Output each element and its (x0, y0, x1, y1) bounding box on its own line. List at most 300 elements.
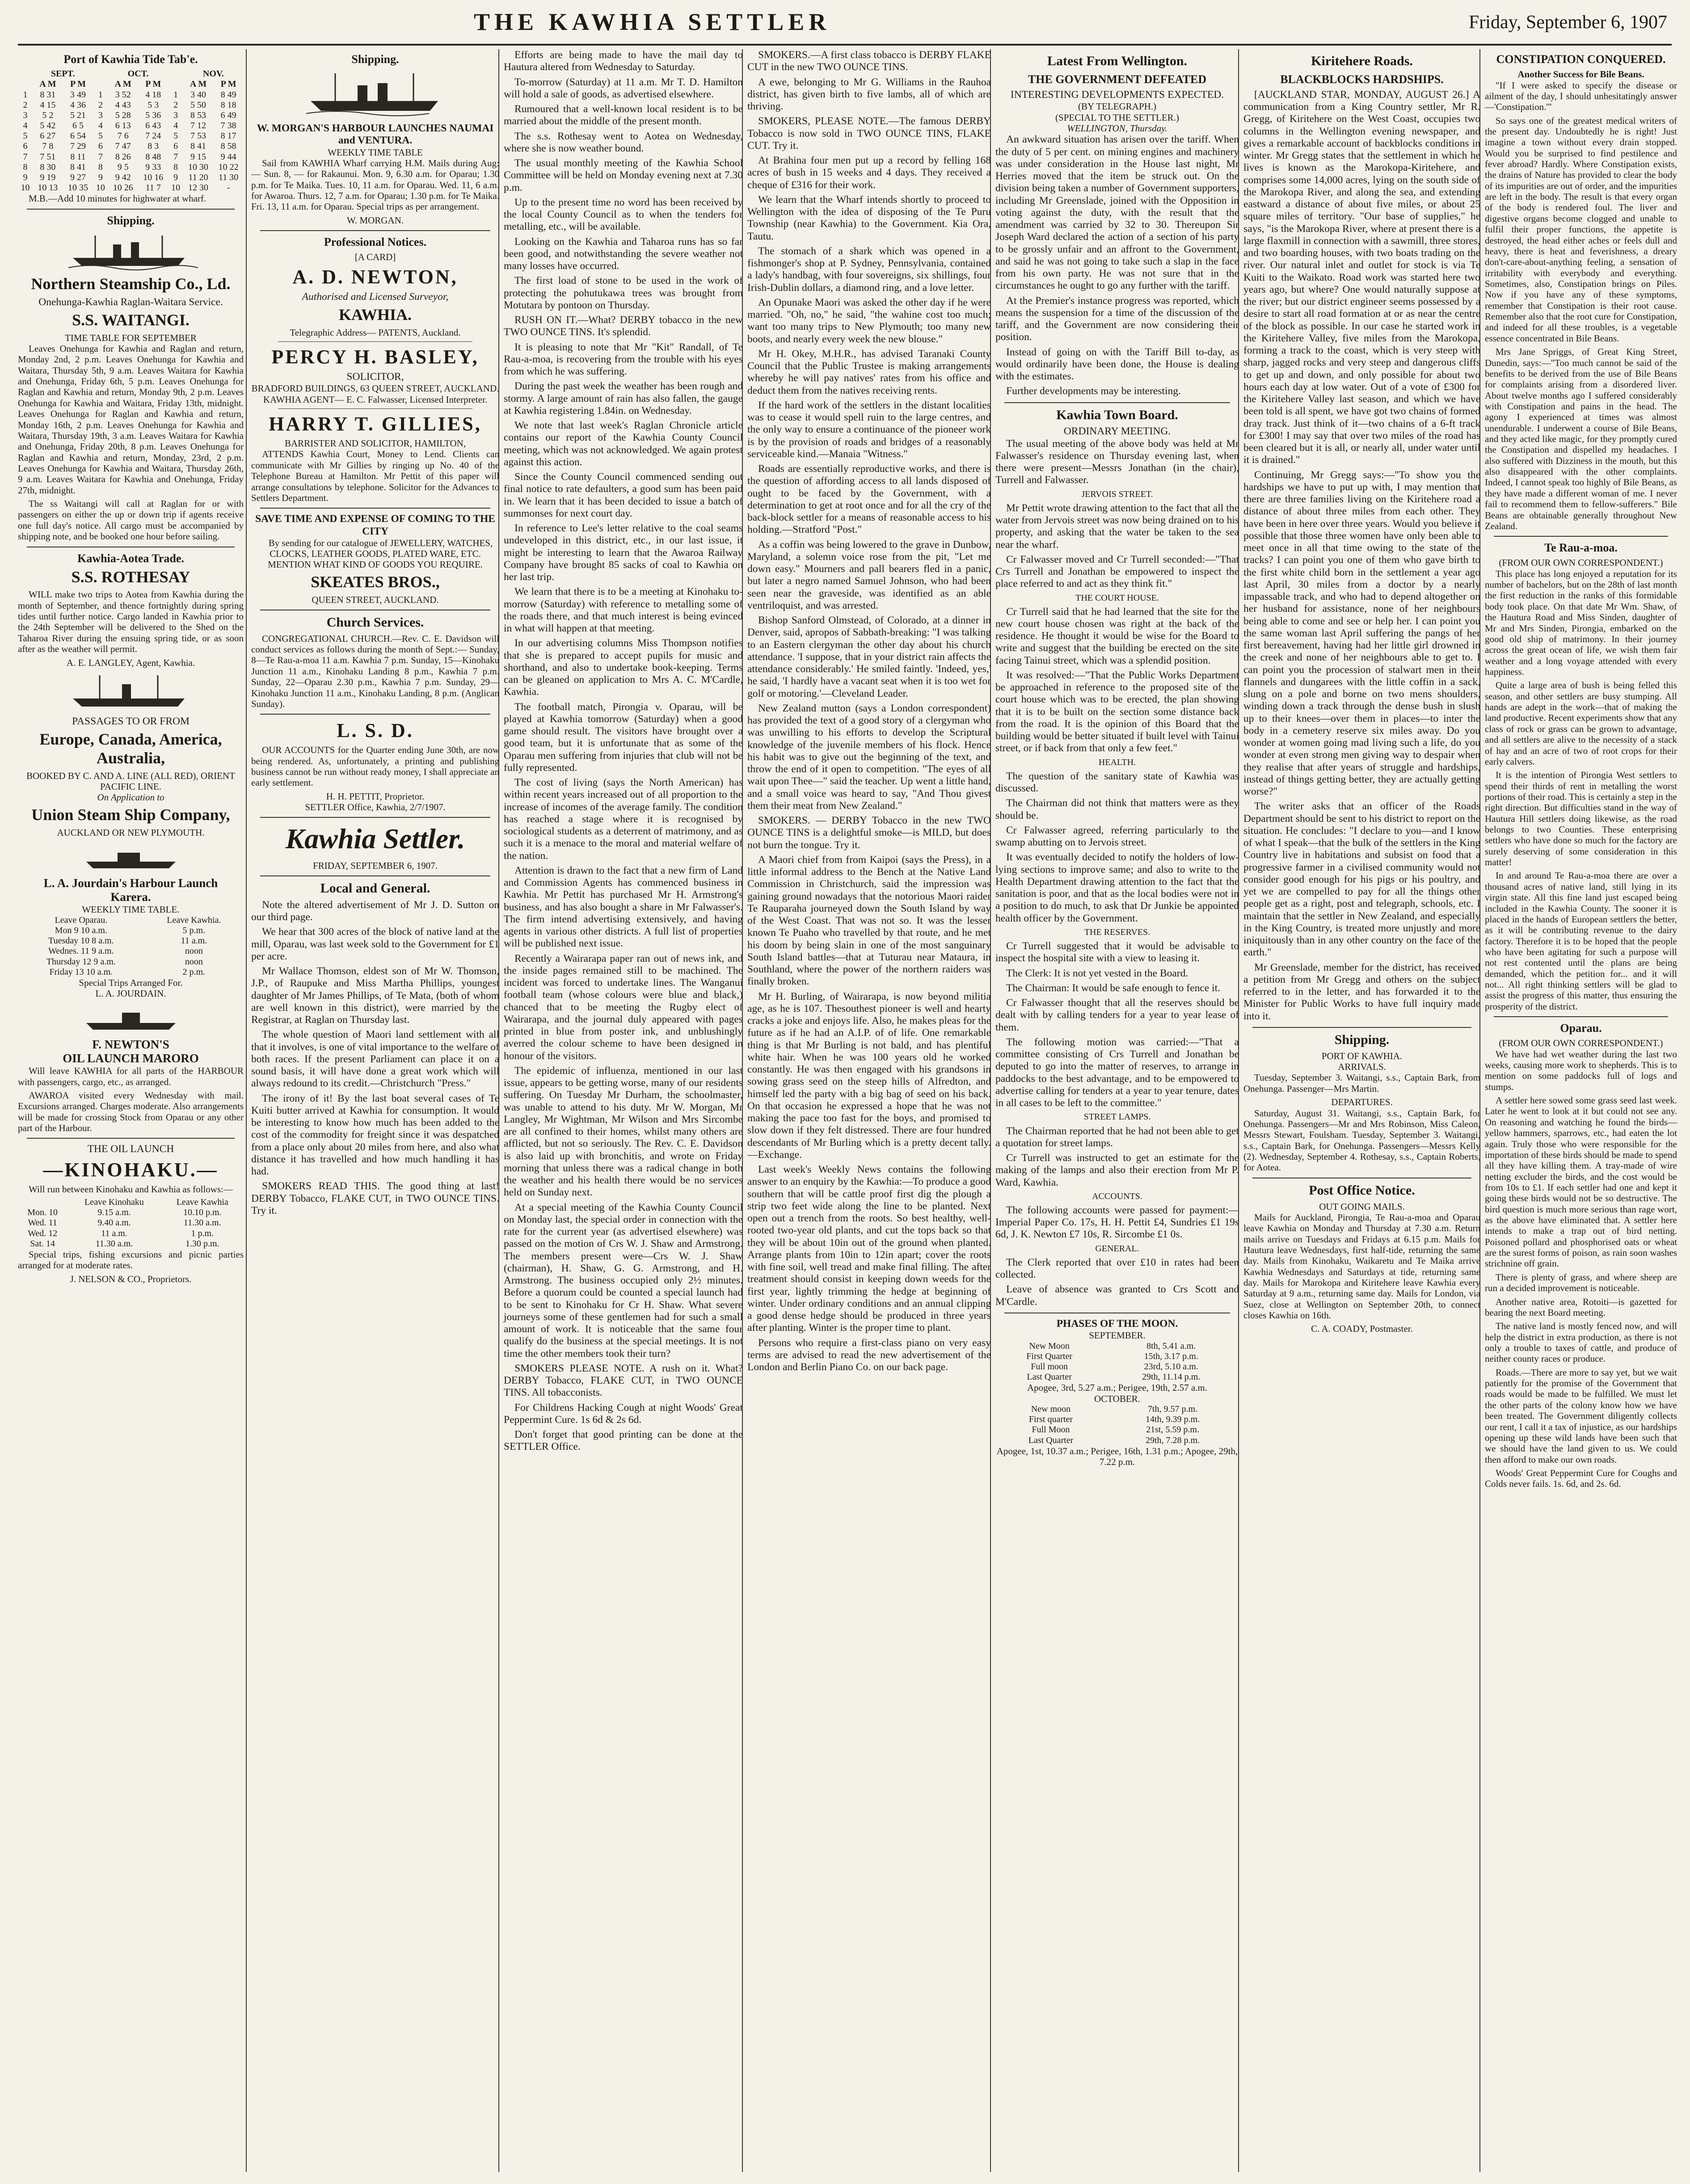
town-board-paragraph: Cr Falwasser thought that all the reserves should be dealt with by calling tenders for a year to year lease of them. (995, 997, 1239, 1033)
jourdain-note: Special Trips Arranged For. (79, 977, 183, 988)
tide-row-cell: 9 (173, 173, 178, 183)
tide-row-cell: 3 49 (70, 89, 86, 100)
professional-notices-heading: Professional Notices. (324, 236, 427, 249)
rothesay-signature: A. E. LANGLEY, Agent, Kawhia. (66, 657, 195, 668)
town-board-paragraph: Mr Pettit wrote drawing attention to the fact that all the water from Jervois street was now being drained on to his property, and asking that the water be taken to the sea near the wharf. (995, 502, 1239, 551)
tide-row-cell: 12 30 (188, 183, 208, 193)
tide-row-cell: 8 53 (190, 110, 206, 120)
card-label: [A CARD] (354, 252, 396, 263)
news-paragraph: At a special meeting of the Kawhia County Council on Monday last, the special order in connection with the rate for the current year (as advertised elsewhere) was passed on the motion of Crs W. J. Shaw and Armstrong. The members present were—Crs W. J. Shaw (chairman), H. Shaw, G. G. Armstrong, and H. Armstrong. The business occupied only 2½ minutes. Before a quorum could be counted a special launch had to be sent to Kinohaku for Cr H. Shaw. What severe journeys some of these gentlemen had for such a small amount of work. It is noticeable that the same four qualify do the business at the special meetings. It is not time the other members took their turn? (504, 1201, 743, 1359)
tide-row (18, 110, 244, 121)
te-rau-a-moa-byline: (FROM OUR OWN CORRESPONDENT.) (1499, 557, 1663, 568)
moon-september-table (995, 1341, 1239, 1383)
kinohaku-timetable (18, 1197, 244, 1249)
skeates-name: SKEATES BROS., (311, 572, 440, 591)
tide-row-cell: 8 49 (220, 89, 236, 100)
tide-row-cell: 4 43 (115, 100, 131, 110)
moon-row (995, 1414, 1239, 1425)
town-board-paragraph: The following motion was carried:—"That a committee consisting of Crs Turrell and Jonathan be deputed to go into the matter of reserves, to arrange in paddocks to the best advantage, and to be empowered to advertise calling for tenders at a year to year tenure, dates in all cases to be left to the committee." (995, 1036, 1239, 1109)
bile-beans-paragraph: "If I were asked to specify the disease or ailment of the day, I should unhesitatingly answer—'Constipation.'" (1485, 80, 1677, 113)
tide-col-am: A M (114, 79, 131, 89)
post-office-signature: C. A. COADY, Postmaster. (1311, 1323, 1413, 1334)
te-rau-a-moa-paragraph: Quite a large area of bush is being felled this season, and other settlers are busy stumping. All hands are adept in the work—that of making the land productive. Recent experiments show that any class of rock or grass can be grown to advantage, and all settlers are alive to the necessity of a stack of hay and an acre of two of root crops for their early calvers. (1485, 680, 1677, 767)
column-5 (990, 49, 1239, 2172)
tide-row-cell: 7 (23, 151, 28, 162)
newton-launch-heading: F. NEWTON'S (92, 1037, 169, 1051)
moon-row (995, 1341, 1239, 1351)
bile-beans-paragraph: So says one of the greatest medical writers of the present day. Undoubtedly he is right! Just imagine a town without every drain stopped. Would you be surprised to find pestilence and fever abroad? Hardly. Where Constipation exists, the drains of Nature has provided to clear the body of its impurities are out of order, and the impurities are left in the body. The result is that every organ of the body is rendered foul. The liver and digestive organs become clogged and unable to fulfil their proper functions, the appetite is destroyed, the head either aches or feels dull and heavy, there is heat and feverishness, a dreary don't-care-about-anything feeling, a sensation of irritability with everybody and everything. Sometimes, also, Constipation brings on Piles. Now if you have any of these symptoms, remember that Constipation is their root cause. Remember also that the root cure for Constipation, and indeed for all these troubles, is a vegetable essence concentrated in Bile Beans. (1485, 115, 1677, 344)
news-paragraph: We learn that there is to be a meeting at Kinohaku to-morrow (Saturday) with reference to metalling some of the roads there, and that much interest is being evinced in what will happen at that meeting. (504, 586, 743, 634)
news-paragraph: The usual monthly meeting of the Kawhia School Committee will be held on Monday evening next at 7.30 p.m. (504, 157, 743, 194)
wellington-paragraph: At the Premier's instance progress was reported, which means the suspension for a time of the discussion of the tariff, and the Government are now considering their position. (995, 295, 1239, 343)
tide-row-cell: 7 12 (190, 121, 206, 131)
jourdain-row-cell: Friday 13 10 a.m. (49, 967, 113, 977)
newton-place: KAWHIA. (338, 305, 412, 324)
oparau-paragraph: Another native area, Rotoiti—is gazetted for bearing the next Board meeting. (1485, 1296, 1677, 1318)
kinohaku-row-cell: Leave Kawhia (176, 1197, 228, 1208)
newton-launch-name: OIL LAUNCH MARORO (63, 1052, 199, 1065)
moon-october: OCTOBER. (1094, 1393, 1140, 1404)
steamship-icon (64, 672, 198, 712)
union-company: Union Steam Ship Company, (31, 805, 230, 824)
column-2 (246, 49, 499, 2172)
town-board-paragraph: The Chairman did not think that matters were as they should be. (995, 797, 1239, 821)
jourdain-row-cell: noon (185, 946, 203, 956)
jourdain-row (18, 946, 244, 956)
steamship-icon (64, 231, 198, 271)
news-paragraph: The cost of living (says the North American) has within recent years increased out of all proportion to the increase of incomes of the average family. The condition has reached a stage where it is recognised by sociological students as a deterrent of matrimony, and as such it is a menace to the moral and material welfare of the nation. (504, 777, 743, 862)
news-paragraph: Persons who require a first-class piano on very easy terms are advised to read the new advertisement of the London and Berlin Piano Co. on our back page. (747, 1337, 991, 1373)
jourdain-row-cell: Thursday 12 9 a.m. (46, 956, 116, 967)
jourdain-row (18, 926, 244, 936)
kinohaku-row-cell: 11.30 a.m. (183, 1218, 221, 1228)
kinohaku-row (18, 1197, 244, 1208)
tide-row-cell: 4 15 (40, 100, 56, 110)
tide-row-cell: 8 30 (40, 162, 56, 172)
news-paragraph: Up to the present time no word has been received by the local County Council as to when the tenders for metalling, etc., will be available. (504, 196, 743, 233)
local-item: Note the altered advertisement of Mr J. D. Sutton on our third page. (251, 899, 499, 923)
kiritehere-paragraph: The writer asks that an officer of the Roads Department should be sent to his district to report on the situation. He concludes: "I declare to you—and I know of what I speak—that the bulk of the settlers in the King Country live in habitations and subsist on food that a progressive farmer in a civilised community would not consider good enough for his pigs or his poultry, and yet we are compelled to pay for all the things other people get as a right, post and telegraph, schools, etc. I maintain that the settler in New Zealand, and especially in the King Country, is treated more unjustly and more iniquitously than in any other country on the face of the earth." (1243, 800, 1480, 959)
town-board-paragraph: The question of the sanitary state of Kawhia was discussed. (995, 770, 1239, 795)
news-paragraph: RUSH ON IT.—What? DERBY tobacco in the new TWO OUNCE TINS. It's splendid. (504, 314, 743, 338)
tide-row (18, 152, 244, 162)
tide-row-cell: 3 (98, 110, 103, 120)
newton-name: A. D. NEWTON, (292, 265, 458, 288)
moon-row-cell: 14th, 9.39 p.m. (1145, 1414, 1200, 1425)
te-rau-a-moa-paragraph: It is the intention of Pirongia West settlers to spend their thirds of rent in metalling the worst portions of their road. This is certainly a step in the right direction. But difficulties stand in the way of Hautura Hill settlers doing likewise, as the road belongs to two Counties. These enterprising settlers who have done so much for the factory are surely deserving of some consideration in this matter! (1485, 770, 1677, 868)
port-of-kawhia: PORT OF KAWHIA. (1321, 1050, 1403, 1061)
tide-row-cell: 8 (173, 162, 178, 172)
tide-row-cell: 5 3 (148, 100, 159, 110)
news-paragraph: New Zealand mutton (says a London correspondent) has provided the text of a good story of a clergyman who was unwilling to his efforts to develop the Scriptural knowledge of the juvenile members of his flock. Hence his habit was to give out the beginning of the text, and throw the end of it open to competition. "The eyes of all wait upon Thee—" said the teacher. Up went a little hand, and a small voice was heard to say, "And Thou givest them their meat from New Zealand." (747, 702, 991, 812)
news-paragraph: If the hard work of the settlers in the distant localities was to cease it would spell ruin to the large centres, and the only way to ensure a continuance of the pioneer work is by the provision of roads and bridges of a reasonably serviceable kind.—Manaia "Witness." (747, 399, 991, 460)
moon-row (995, 1372, 1239, 1382)
tide-row-cell: 7 51 (40, 151, 56, 162)
tide-row (18, 121, 244, 131)
kinohaku-heading: THE OIL LAUNCH (87, 1143, 174, 1155)
newspaper-title: THE KAWHIA SETTLER (474, 8, 831, 35)
telegraph-byline: (BY TELEGRAPH.) (1078, 101, 1156, 112)
tide-row-cell: 6 (23, 141, 28, 151)
kinohaku-signature: J. NELSON & CO., Proprietors. (70, 1273, 192, 1284)
skeates-address: QUEEN STREET, AUCKLAND. (312, 594, 439, 605)
town-board-paragraph: The Chairman: It would be safe enough to fence it. (1006, 982, 1220, 994)
moon-row-cell: First Quarter (1026, 1351, 1073, 1361)
wellington-paragraph: Instead of going on with the Tariff Bill to-day, as would ordinarily have been done, the House is dealing with the estimates. (995, 346, 1239, 383)
news-paragraph: Rumoured that a well-known local resident is to be married about the middle of the present month. (504, 103, 743, 127)
news-paragraph: SMOKERS.—A first class tobacco is DERBY FLAKE CUT in the new TWO OUNCE TINS. (747, 49, 991, 73)
tide-row-cell: 9 19 (40, 173, 56, 183)
tide-col-am: A M (39, 79, 56, 89)
tide-row-cell: 3 (23, 110, 28, 120)
tide-row (18, 141, 244, 151)
town-board-paragraph: The Chairman reported that he had not been able to get a quotation for street lamps. (995, 1125, 1239, 1149)
moon-row-cell: Full Moon (1032, 1425, 1070, 1435)
tide-row-cell: 6 13 (115, 121, 131, 131)
kinohaku-row-cell: Wed. 12 (28, 1228, 58, 1238)
newton-title: Authorised and Licensed Surveyor, (302, 290, 449, 303)
moon-row-cell: 7th, 9.57 p.m. (1147, 1404, 1198, 1414)
news-paragraph: Attention is drawn to the fact that a new firm of Land and Commission Agents has commenced business in Kawhia. Mr Pettit has purchased Mr H. Armstrong's business, and has also bought a share in Mr Falwasser's. The firm intend advertising extensively, and having agents in various other districts. A full list of properties will be published next issue. (504, 864, 743, 950)
tide-row-cell: 2 (173, 100, 178, 110)
bile-beans-subheading: Another Success for Bile Beans. (1517, 69, 1644, 80)
tide-row-cell: 7 (98, 151, 103, 162)
jourdain-row-cell: Tuesday 10 8 a.m. (48, 936, 114, 946)
kinohaku-title: —KINOHAKU.— (43, 1158, 219, 1181)
local-item: The irony of it! By the last boat several cases of Te Kuiti butter arrived at Kawhia for consumption. It would be interesting to know how much has been added to the cost of the commodity for freight since it was despatched from a place only about 20 miles from here, and also what distance it has travelled and how much handling it has had. (251, 1092, 499, 1178)
moon-september-note: Apogee, 3rd, 5.27 a.m.; Perigee, 19th, 2.57 a.m. (1027, 1382, 1207, 1393)
news-paragraph: In reference to Lee's letter relative to the coal seams undeveloped in this district, etc., in our last issue, it might be interesting to learn that the Awaroa Railway Company have brought 85 sacks of coal to Kawhia on her last trip. (504, 522, 743, 583)
moon-row-cell: 15th, 3.17 p.m. (1144, 1351, 1198, 1361)
morgan-signature: W. MORGAN. (347, 215, 404, 226)
oparau-paragraph: The native land is mostly fenced now, and will help the district in extra production, as there is not only a trouble to taxes of cattle, and produce of neither county races or produce. (1485, 1321, 1677, 1364)
column-3 (498, 49, 743, 2172)
tide-row-cell: 9 44 (220, 151, 236, 162)
oparau-paragraph: There is plenty of grass, and where sheep are run a decided improvement is noticeable. (1485, 1271, 1677, 1294)
tide-row-cell: 10 13 (38, 183, 58, 193)
ns-service: Onehunga-Kawhia Raglan-Waitara Service. (38, 296, 223, 308)
town-board-paragraph: STREET LAMPS. (1083, 1112, 1151, 1122)
post-office-text: Mails for Auckland, Pirongia, Te Rau-a-moa and Oparau leave Kawhia on Monday and Thursday at 7.30 a.m. Return mails arrive on Tuesdays and Fridays at 6.15 p.m. Mails for Hautura leave Wednesdays, first half-tide, returning the same day. Mails from Kinohaku, Waikaretu and Te Maika arrive Kawhia Wednesdays and Saturdays at tide, returning same day. Mails for Marokopa and Kiritehere leave Kawhia every Saturday at 9 a.m., returning same day. Mails for London, via Suez, close at Wellington on September 20th, to connect closes Kawhia on 16th. (1243, 1212, 1480, 1321)
tide-row-cell: 9 42 (115, 173, 131, 183)
tide-month-nov: NOV. (202, 69, 224, 79)
tide-row-cell: 1 (173, 89, 178, 100)
jourdain-row-cell: 5 p.m. (182, 926, 206, 936)
oparau-heading: Oparau. (1560, 1022, 1602, 1035)
kinohaku-row-cell: Mon. 10 (27, 1208, 58, 1218)
gillies-text: ATTENDS Kawhia Court, Money to Lend. Clients can communicate with Mr Gillies by ringing up No. 40 of the Telephone Bureau at Hamilton. Mr Pettit of this paper will arrange consultations by telephone. Solicitor for the Advances to Settlers Department. (251, 449, 499, 503)
town-board-paragraph: The Clerk reported that over £10 in rates had been collected. (995, 1256, 1239, 1281)
jourdain-row-cell: Mon 9 10 a.m. (55, 926, 107, 936)
tide-table-title: Port of Kawhia Tide Tab'e. (63, 53, 198, 66)
morgan-timetable: Sail from KAWHIA Wharf carrying H.M. Mails during Aug:— Sun. 8, — for Rakaunui. Mon. 9, 6.30 a.m. for Oparau; 1.30 p.m. for Te Maika. Tues. 10, 11 a.m. for Oparau. Wed. 11, 6 a.m. for Awaroa. Thurs. 12, 7 a.m. for Oparau; 1.30 p.m. for Te Maika. Fri. 13, 11 a.m. for Oparau. Special trips as per arrangement. (251, 158, 499, 212)
tide-row-cell: 6 (98, 141, 103, 151)
local-item: We hear that 300 acres of the block of native land at the mill, Oparau, was last week sold to the Government for £1 per acre. (251, 926, 499, 962)
basley-address: BRADFORD BUILDINGS, 63 QUEEN STREET, AUCKLAND. (251, 383, 499, 394)
town-board-paragraph: Leave of absence was granted to Crs Scott and M'Cardle. (995, 1283, 1239, 1308)
news-paragraph: Last week's Weekly News contains the following answer to an enquiry by the Kawhia:—To produce a good southern that will be cattle proof first dig the plough a strip two feet wide along the line to be planted. Next open out a trench from the roots. So best healthy, well-rooted two-year old plants, and cut the tops back so that they will be about 10in out of the ground when planted. Arrange plants from 10in to 12in apart; cover the roots with fine soil, well tread and make final filling. The after treatment should consist in keeping down weeds for the first year, lightly trimming the hedge at beginning of winter. Under ordinary conditions and an annual clipping a good dense hedge should be produced in three years after planting. Winter is the proper time to plant. (747, 1164, 991, 1334)
town-board-paragraph: Cr Turrell suggested that it would be advisable to inspect the hospital site with a view to leasing it. (995, 940, 1239, 964)
kinohaku-row (18, 1239, 244, 1249)
steamship-icon (304, 70, 447, 119)
tide-row-cell: 8 26 (115, 151, 131, 162)
news-paragraph: Looking on the Kawhia and Taharoa runs has so far been good, and notwithstanding the severe weather not many losses have occurred. (504, 236, 743, 272)
tide-row-cell: 9 (23, 173, 28, 183)
news-paragraph: At Brahina four men put up a record by felling 168 acres of bush in 15 weeks and 4 days. They received a cheque of £316 for their work. (747, 155, 991, 191)
post-office-subheading: OUT GOING MAILS. (1319, 1201, 1405, 1212)
news-paragraph: The first load of stone to be used in the work of protecting the pohutukawa trees was brought from Motutara by pontoon on Thursday. (504, 275, 743, 311)
tide-col-pm: P M (145, 79, 161, 89)
tide-row-cell: 5 36 (145, 110, 161, 120)
kinohaku-row (18, 1218, 244, 1228)
aotea-trade-heading: Kawhia-Aotea Trade. (77, 551, 184, 565)
tide-row-cell: 11 7 (145, 183, 161, 193)
tide-row-cell: 6 (173, 141, 178, 151)
news-paragraph: Don't forget that good printing can be done at the SETTLER Office. (504, 1429, 743, 1453)
departures-text: Saturday, August 31. Waitangi, s.s., Captain Bark, for Onehunga. Passengers—Mr and Mrs Robinson, Miss Caleon, Messrs Stewart, Foulsham. Tuesday, September 3. Waitangi, s.s., Captain Bark, for Onehunga. Passengers—Messrs Kelly (2). Wednesday, September 4. Rothesay, s.s., Captain Roberts, for Aotea. (1243, 1107, 1480, 1173)
tide-row-cell: 3 52 (115, 89, 131, 100)
moon-row-cell: New Moon (1029, 1341, 1070, 1351)
column-1 (18, 49, 244, 2172)
newton-telegraphic: Telegraphic Address— PATENTS, Auckland. (290, 327, 461, 338)
newton-launch-text: Will leave KAWHIA for all parts of the HARBOUR with passengers, cargo, etc., as arranged. (18, 1065, 244, 1087)
town-board-paragraph: It was resolved:—"That the Public Works Department be approached in reference to the proposed site of the court house which was to be erected, the plan showing that it is to be built on the section some distance back from the road. It is the opinion of this Board that the building would be better situated if built level with Tainui street, or if back from that only a few feet." (995, 669, 1239, 754)
post-office-heading: Post Office Notice. (1309, 1182, 1415, 1198)
tide-row-cell: 8 17 (220, 131, 236, 141)
tide-row-cell: 10 35 (68, 183, 88, 193)
kinohaku-row-cell: 11.30 a.m. (95, 1238, 133, 1249)
news-paragraph: We learn that the Wharf intends shortly to proceed to Wellington with the idea of disposing of the Te Puru Township (near Kawhia) to the Government. Kia Ora, Tautu. (747, 194, 991, 242)
te-rau-a-moa-heading: Te Rau-a-moa. (1544, 541, 1618, 555)
jourdain-row-cell: Wednes. 11 9 a.m. (48, 946, 114, 956)
tide-col-am: A M (190, 79, 207, 89)
tide-note: M.B.—Add 10 minutes for highwater at wharf. (29, 193, 207, 204)
column-6 (1238, 49, 1480, 2172)
town-board-paragraph: Cr Turrell said that he had learned that the site for the new court house chosen was right at the back of the residence. He thought it would be wise for the Board to write and suggest that the building be erected on the site facing Tainui street, which was a splendid position. (995, 606, 1239, 666)
lsd-signature: H. H. PETTIT, Proprietor. (326, 791, 425, 802)
jourdain-boat: Karera. (110, 890, 151, 904)
jourdain-launch: L. A. Jourdain's Harbour Launch (43, 876, 218, 890)
news-paragraph: As a coffin was being lowered to the grave in Dunbow, Maryland, a solemn voice rose from the pit, "Let me down easy." Mourners and pall bearers fled in a panic, but later a negro named Samuel Johnson, who had been seen near the graveside, was identified as an able ventriloquist, and was arrested. (747, 539, 991, 611)
tide-row-cell: 5 (23, 131, 28, 141)
moon-row (995, 1351, 1239, 1362)
tide-row-cell: 8 48 (145, 151, 161, 162)
news-paragraph: Mr H. Burling, of Wairarapa, is now beyond militia age, as he is 107. Thesouthest pioneer is well and hearty cracks a joke and enjoys life. Also, he makes pleas for the future as if he had an A.I.P. of of life. One remarkable thing is that Mr Burling is not bald, and has plentiful white hair. When he was 100 years old he worked constantly. He was then engaged with his grandsons in sowing grass seed on the steep hills of Alfredton, and himself led the party with a big bag of seed on his back. On that occasion he expressed a hope that he was not making the pace too fast for the boys, and promised to slow down if they felt distressed. There are four hundred descendants of Mr Burling which is a pretty decent tally.—Exchange. (747, 990, 991, 1161)
town-board-paragraph: It was eventually decided to notify the holders of low-lying sections to improve same; and also to write to the Health Department drawing attention to the fact that the sanitation is poor, and that as the local bodies were not in a position to do much, to ask that Dr Junkie be appointed health officer by the Government. (995, 851, 1239, 924)
jourdain-row-cell: Leave Kawhia. (167, 915, 221, 925)
news-paragraph: The s.s. Rothesay went to Aotea on Wednesday, where she is now weather bound. (504, 130, 743, 154)
moon-phases-heading: PHASES OF THE MOON. (1056, 1317, 1178, 1330)
te-rau-a-moa-paragraph: This place has long enjoyed a reputation for its number of bachelors, but on the 28th of last month the first reduction in the ranks of this formidable body took place. On that date Mr Wm. Shaw, of the Hautura Road and Miss Sinden, daughter of Mr and Mrs Sinden, Pirongia, embarked on the good old ship of matrimony. In their journey across the great ocean of life, we wish them fair weather and a long voyage attended with every happiness. (1485, 568, 1677, 677)
jourdain-timetable-heading: WEEKLY TIME TABLE. (82, 904, 180, 915)
wellington-paragraph: Further developments may be interesting. (1006, 385, 1181, 397)
tide-row-cell: 3 40 (190, 89, 206, 100)
basley-name: PERCY H. BASLEY, (271, 346, 479, 368)
shipping-heading: Shipping. (107, 214, 155, 227)
tide-row-cell: 8 11 (70, 151, 86, 162)
news-paragraph: Since the County Council commenced sending out final notice to rate defaulters, a good sum has been paid in. We learn that it has been decided to issue a batch of summonses for next court day. (504, 471, 743, 519)
tide-row-cell: 9 (98, 173, 103, 183)
tide-row-cell: 5 28 (115, 110, 131, 120)
kinohaku-row (18, 1229, 244, 1239)
tide-row-cell: 7 (173, 151, 178, 162)
tide-row-cell: 8 18 (220, 100, 236, 110)
moon-october-table (995, 1404, 1239, 1446)
news-paragraph: To-morrow (Saturday) at 11 a.m. Mr T. D. Hamilton will hold a sale of goods, as advertised elsewhere. (504, 76, 743, 100)
town-board-paragraph: GENERAL. (1095, 1243, 1139, 1254)
news-paragraph: SMOKERS, PLEASE NOTE.—The famous DERBY Tobacco is now sold in TWO OUNCE TINS, FLAKE CUT. Try it. (747, 115, 991, 151)
moon-row-cell: 8th, 5.41 a.m. (1146, 1341, 1196, 1351)
kinohaku-row (18, 1208, 244, 1218)
waitangi-heading: S.S. WAITANGI. (72, 311, 190, 329)
tide-row-cell: 4 18 (145, 89, 161, 100)
tide-row-cell: 7 8 (42, 141, 54, 151)
oparau-byline: (FROM OUR OWN CORRESPONDENT.) (1499, 1038, 1663, 1049)
tide-row-cell: 1 (23, 89, 28, 100)
rothesay-heading: S.S. ROTHESAY (71, 568, 190, 586)
kiritehere-paragraph: Mr Greenslade, member for the district, has received a petition from Mr Gregg and others on the subject referred to in the letter, and has forwarded it to the Minister for Public Works to have full inquiry made into it. (1243, 961, 1480, 1022)
kiritehere-roads-heading: Kiritehere Roads. (1311, 54, 1413, 68)
constipation-heading: CONSTIPATION CONQUERED. (1496, 53, 1666, 66)
jourdain-row-cell: 2 p.m. (182, 967, 206, 977)
backblocks-hardships-heading: BLACKBLOCKS HARDSHIPS. (1280, 72, 1444, 86)
tide-row-cell: 9 33 (145, 162, 161, 172)
tide-row-cell: 4 36 (70, 100, 86, 110)
waitangi-note: The ss Waitangi will call at Raglan for or with passengers on either the up or down trip if agents receive one full day's notice. All cargo must be accompanied by shipping note, and be booked one hour before sailing. (18, 498, 244, 542)
oparau-paragraph: We have had wet weather during the last two weeks, causing more work to shepherds. This is to mention on some paddocks full of logs and stumps. (1485, 1048, 1677, 1092)
news-paragraph: SMOKERS PLEASE NOTE. A rush on it. What? DERBY Tobacco, FLAKE CUT, in TWO OUNCE TINS. All tobacconists. (504, 1362, 743, 1399)
tide-row-cell: 8 41 (70, 162, 86, 172)
town-board-paragraph: HEALTH. (1098, 757, 1136, 767)
paper-date: FRIDAY, SEPTEMBER 6, 1907. (313, 860, 438, 871)
bile-beans-paragraph: Mrs Jane Spriggs, of Great King Street, Dunedin, says:—"Too much cannot be said of the benefits to be derived from the use of Bile Beans for complaints arising from a disordered liver. About twelve months ago I suffered considerably with Constipation and pains in the head. The agony I experienced at times was almost unendurable. I underwent a course of Bile Beans, and they acted like magic, for they promptly cured the Constipation and dispelled my headaches. I also suffered with Dizziness in the mouth, but this also disappeared with the other complaints. Indeed, I cannot speak too highly of Bile Beans, as they have made a different woman of me. I never fail to recommend them to fellow-sufferers." Bile Beans are obtainable generally throughout New Zealand. (1485, 346, 1677, 531)
town-board-paragraph: The Clerk: It is not yet vested in the Board. (1006, 967, 1188, 979)
moon-row-cell: 29th, 11.14 p.m. (1142, 1372, 1201, 1382)
tide-row-cell: 7 6 (117, 131, 129, 141)
tide-row (18, 90, 244, 100)
tide-row-cell: 6 49 (220, 110, 236, 120)
waitangi-schedule: Leaves Onehunga for Kawhia and Raglan and return, Monday 2nd, 2 p.m. Leaves Onehunga for Kawhia and Waitara, Thursday 5th, 9 a.m. Leaves Waitara for Kawhia and Onehunga, Friday 6th, 5 p.m. Leaves Onehunga for Raglan and Kawhia and return, Monday 9th, 2 p.m. Leaves Onehunga for Kawhia and Waitara, Friday 13th, midnight. Leaves Onehunga for Raglan and Kawhia and return, Monday 16th, 2 p.m. Leaves Onehunga for Kawhia and Waitara, Thursday 19th, 3 a.m. Leaves Waitara for Kawhia and Onehunga, Friday 20th, 8 p.m. Leaves Onehunga for Raglan and Kawhia and return, Monday, 23rd, 2 p.m. Leaves Onehunga for Kawhia and Waitara, Thursday 26th, 9 a.m. Leaves Waitara for Kawhia and Onehunga, Friday 27th, midnight. (18, 343, 244, 496)
jourdain-row (18, 936, 244, 946)
kinohaku-text: Will run between Kinohaku and Kawhia as follows:— (29, 1183, 233, 1195)
tide-row-cell: 7 47 (115, 141, 131, 151)
moon-row-cell: First quarter (1028, 1414, 1073, 1425)
news-paragraph: It is pleasing to note that Mr "Kit" Randall, of Te Rau-a-moa, is recovering from the trouble with his eyes from which he was suffering. (504, 341, 743, 377)
news-paragraph: A Maori chief from from Kaipoi (says the Press), in a little informal address to the Bench at the Native Land Commission in Christchurch, said the impression was gaining ground nowadays that the notorious Maori raider Te Rauparaha journeyed down the South Island by way of the West Coast. That was not so. It was the lesser known Te Puaho who travelled by that route, and he met his doom by being slain in one of the most sanguinary South Island battles—that at Tuturau near Mataura, in Southland, where the power of the northern raiders was finally broken. (747, 854, 991, 988)
town-board-paragraph: Cr Falwasser agreed, referring particularly to the swamp abutting on to Jervois street. (995, 824, 1239, 849)
tide-row-cell: 8 (98, 162, 103, 172)
tide-row-cell: 10 (96, 183, 105, 193)
passages-text: BOOKED BY C. AND A. LINE (ALL RED), ORIENT PACIFIC LINE. (26, 770, 235, 792)
passages-application: On Application to (97, 792, 164, 803)
news-paragraph: Bishop Sanford Olmstead, of Colorado, at a dinner in Denver, said, apropos of Sabbath-breaking: "I was talking to an Eastern clergyman the other day about his church attendance. 'I suppose, that in your district rain affects the attendance considerably.' He smiled faintly. 'Indeed, yes,' he said, 'I hardly have a vacant seat when it is too wet for golf or motoring.'—Cleveland Leader. (747, 614, 991, 699)
weekly-timetable-heading: WEEKLY TIME TABLE (328, 147, 423, 158)
kiritehere-paragraph: Continuing, Mr Gregg says:—"To show you the hardships we have to put up with, I may mention that there are three families living on the Kiritehere road a distance of about three miles from each other. They have been in here over three years. Would you believe it possible that those three women have only been able to meet once in all that time owing to the state of the tracks? I can point you one of them who gave birth to the first white child born in the settlement a year ago last April, 30 miles from a doctor by a nearly impassable track, and who had to depend altogether on her husband for assistance, none of her neighbours being able to come and see or help her. I can point you the same woman last April suffering the pangs of her first bereavement, having had her little girl drowned in the creek and none of her neighbours able to get to. I can point you the procession of stalwart men in their flannels and dungarees with the little coffin in a sack, slung on a pole and borne on two mens shoulders, winding down a track through the dense bush in slush up to their knees—over them in places—to inter the body in a cemetery reserve six miles away. Do you wonder at women going mad living such a life, do you wonder at even strong men giving way to despair when they realise that after years of struggle and hardships, instead of things getting better, they are actually getting worse?" (1243, 469, 1480, 798)
local-general-heading: Local and General. (320, 881, 430, 896)
tide-row-cell: 4 (23, 121, 28, 131)
tide-row (18, 131, 244, 141)
wellington-paragraph: An awkward situation has arisen over the tariff. When the duty of 5 per cent. on mining engines and machinery was under consideration in the House last night, Mr Herries moved that the item be struck out. On the division being taken a number of Government supporters, including Mr Greenslade, joined with the Opposition in voting against the duty, with the result that the amendment was carried by 32 to 30. Thereupon Sir Joseph Ward declared the action of a section of his party to be grossly unfair and an affront to the Government, and said he was not going to take such a slap in the face from his own party. He was not sure that in the circumstances he ought to go any further with the tariff. (995, 134, 1239, 292)
tide-row-cell: 5 42 (40, 121, 56, 131)
town-board-paragraph: Cr Falwasser moved and Cr Turrell seconded:—"That Crs Turrell and Jonathan be empowered to inspect the place referred to and act as they think fit." (995, 553, 1239, 590)
news-paragraph: In our advertising columns Miss Thompson notifies that she is prepared to accept pupils for music and shorthand, and also to undertake book-keeping. Terms can be gleaned on application to Mrs A. C. M'Cardle, Kawhia. (504, 637, 743, 698)
town-board-paragraph: THE RESERVES. (1084, 927, 1151, 937)
tide-row-cell: 7 24 (145, 131, 161, 141)
moon-row-cell: 21st, 5.59 p.m. (1146, 1425, 1199, 1435)
tide-row-cell: 8 (23, 162, 28, 172)
tide-row-cell: 5 21 (70, 110, 86, 120)
kinohaku-row-cell: Sat. 14 (30, 1238, 55, 1249)
northern-steamship-company: Northern Steamship Co., Ld. (31, 274, 231, 293)
kinohaku-row-cell: 1 p.m. (191, 1228, 214, 1238)
town-board-heading: Kawhia Town Board. (1056, 407, 1178, 422)
town-board-paragraph: Cr Turrell was instructed to get an estimate for the making of the lamps and also their erection from Mr P. Ward, Kawhia. (995, 1152, 1239, 1188)
departures-heading: DEPARTURES. (1331, 1097, 1393, 1108)
moon-row-cell: Last Quarter (1028, 1435, 1074, 1445)
shipping-heading: Shipping. (1334, 1032, 1390, 1047)
tide-row-cell: 10 26 (113, 183, 133, 193)
basley-title: SOLICITOR, (346, 371, 404, 383)
tide-row-cell: 9 5 (117, 162, 129, 172)
local-item: The whole question of Maori land settlement with all that it involves, is one of vital importance to the welfare of both races. If the present Parliament can place it on a sound basis, it will have done a great work which will always redound to its credit.—Christchurch "Press." (251, 1029, 499, 1090)
passages-destinations: Europe, Canada, America, Australia, (39, 730, 222, 767)
jourdain-row-cell: 11 a.m. (181, 936, 207, 946)
town-board-paragraph: ACCOUNTS. (1092, 1191, 1142, 1201)
tide-row-cell: 1 (98, 89, 103, 100)
tide-row-cell: 10 (171, 183, 181, 193)
jourdain-signature: L. A. JOURDAIN. (95, 988, 166, 999)
tide-month-sept: SEPT. (51, 69, 75, 79)
shipping-heading: Shipping. (351, 53, 399, 66)
tide-row-cell: - (227, 183, 230, 193)
moon-row (995, 1404, 1239, 1414)
town-board-paragraph: JERVOIS STREET. (1081, 489, 1153, 499)
local-item: Mr Wallace Thomson, eldest son of Mr W. Thomson, J.P., of Raupuke and Miss Martha Phillips, youngest daughter of Mr James Phillips, of Te Mata, (both of whom are well known in this district), were married by the Registrar, at Raglan on Thursday last. (251, 965, 499, 1026)
tide-row-cell: 2 (23, 100, 28, 110)
tide-row (18, 183, 244, 193)
moon-september: SEPTEMBER. (1089, 1330, 1146, 1341)
church-services-heading: Church Services. (326, 614, 424, 630)
wellington-heading: Latest From Wellington. (1047, 54, 1188, 68)
town-board-paragraph: The usual meeting of the above body was held at Mr Falwasser's residence on Thursday evening last, when there were present—Messrs Jonathan (in the chair), Turrell and Falwasser. (995, 438, 1239, 486)
passages-heading: PASSAGES TO OR FROM (72, 715, 190, 727)
news-paragraph: SMOKERS. — DERBY Tobacco in the new TWO OUNCE TINS is a delightful smoke—is MILD, but does not burn the tongue. Try it. (747, 815, 991, 851)
tide-row-cell: 5 (173, 131, 178, 141)
kiritehere-paragraph: [AUCKLAND STAR, MONDAY, AUGUST 26.] A communication from a King Country settler, Mr R. Gregg, of Kiritehere on the West Coast, occupies two columns in the Wellington evening newspaper, and gives a remarkable account of backblocks conditions in winter. Mr Gregg states that the settlement in which he lives is known as the Marokopa-Kiritehere, and comprises some 14,000 acres, lying on the south side of the Marokopa River, and along the sea, and extending eastward a distance of about five miles, or about 25 square miles of territory. "Our base of supplies," he says, "is the Marokopa River, where at present there is a large flaxmill in connection with a sawmill, three stores, and two boarding houses, with two boats trading on the river. Our natural inlet and outlet for stock is via Te Kuiti to the Waikato. Road work was started here two years ago, but where? One would naturally suppose at the river; but our district engineer seems possessed by a desire to start all road formation at or as near the centre of the block as possible. In our case he started work in the Kiritehere Valley, five miles from the Marokopa, forming a track to the coast, which is very steep with sharp, jagged rocks and very steep and dangerous cliffs to get up and down, and only possible for about two hours each day at low water. Out of a vote of £300 for the Kiritehere Valley last season, and which we have been told is all spent, we have got two chains of formed dray track. Just think of it—two chains of a 6-ft track for £300! I may say that over two miles of the road has been cleared but it is all, or nearly all, under water until it is drained." (1243, 88, 1480, 466)
tide-month-oct: OCT. (127, 69, 149, 79)
church-services-text: CONGREGATIONAL CHURCH.—Rev. C. E. Davidson will conduct services as follows during the month of Sept.:— Sunday, 8—Te Rau-a-moa 11 a.m. Kawhia 7 p.m. Sunday, 15—Kinohaku Junction 11 a.m., Kinohaku Landing 8 p.m., Kawhia 7 p.m. Sunday, 22—Oparau 2.30 p.m., Kawhia 7 p.m. Sunday, 29—Kinohaku Junction 11 a.m., Kinohaku Landing, 8 p.m. (Anglican Sunday). (251, 633, 499, 709)
tide-row (18, 100, 244, 110)
news-paragraph: Efforts are being made to have the mail day to Hautura altered from Wednesday to Saturday. (504, 49, 743, 73)
moon-october-note: Apogee, 1st, 10.37 a.m.; Perigee, 16th, 1.31 p.m.; Apogee, 29th, 7.22 p.m. (996, 1445, 1238, 1468)
news-paragraph: The football match, Pirongia v. Oparau, will be played at Kawhia tomorrow (Saturday) when a good game should result. The visitors have brought over a good team, but it is unfortunate that as some of the Oparau men suffering from injuries that club will not be fully represented. (504, 701, 743, 774)
tide-row-cell: 5 50 (190, 100, 206, 110)
tide-row (18, 162, 244, 173)
tide-row-cell: 4 (98, 121, 103, 131)
skeates-text: By sending for our catalogue of JEWELLERY, WATCHES, CLOCKS, LEATHER GOODS, PLATED WARE, ETC. MENTION WHAT KIND OF GOODS YOU REQUIRE. (268, 537, 493, 570)
tide-row-cell: 11 30 (219, 173, 239, 183)
news-paragraph: Mr H. Okey, M.H.R., has advised Taranaki County Council that the Public Trustee is making arrangements whereby he will pay natives' rates from his office and deduct them from the natives receiving rents. (747, 348, 991, 396)
basley-agent: KAWHIA AGENT— E. C. Falwasser, Licensed Interpreter. (263, 394, 488, 405)
tide-row-cell: 2 (98, 100, 103, 110)
tide-row-cell: 11 20 (188, 173, 208, 183)
kinohaku-row-cell: 9.40 a.m. (97, 1218, 131, 1228)
paper-masthead: Kawhia Settler. (285, 823, 465, 855)
waitangi-subheading: TIME TABLE FOR SEPTEMBER (65, 332, 197, 343)
wellington-dateline: WELLINGTON, Thursday. (1067, 122, 1167, 134)
tide-row-cell: 8 41 (190, 141, 206, 151)
tide-row-cell: 7 38 (220, 121, 236, 131)
